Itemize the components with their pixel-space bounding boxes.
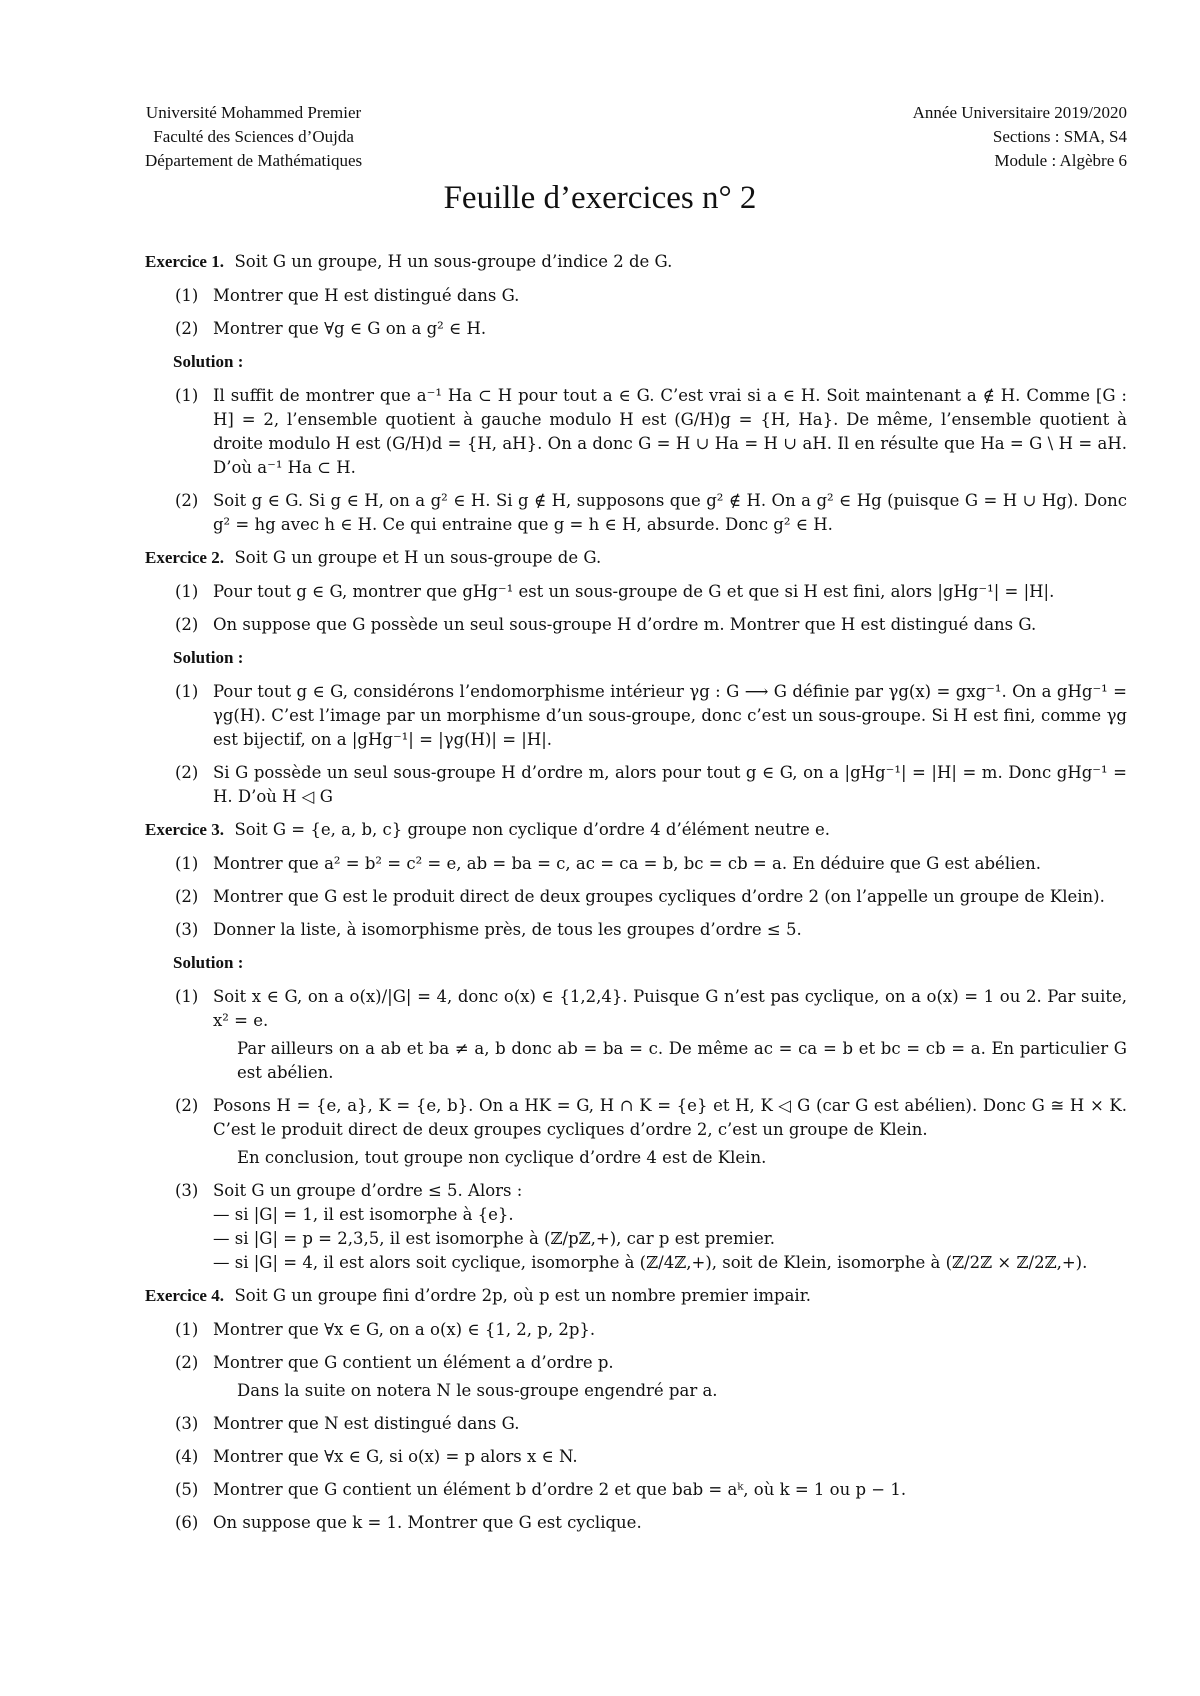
question: (1) Montrer que ∀x ∈ G, on a o(x) ∈ {1, 2, p, 2p}. [175, 1320, 596, 1339]
question: (1) Montrer que a² = b² = c² = e, ab = ba = c, ac = ca = b, bc = cb = a. En déduire que G est abélien. [175, 854, 1042, 873]
exercise-label: Exercice 1. [145, 252, 224, 271]
exercise-3-statement [145, 818, 1127, 842]
course-block [913, 101, 1127, 173]
solution-label: Solution : [173, 648, 244, 667]
question: (5) Montrer que G contient un élément b d’ordre 2 et que bab = aᵏ, où k = 1 ou p − 1. [175, 1480, 907, 1499]
academic-year: Année Universitaire 2019/2020 [912, 103, 1127, 122]
institution-block [145, 101, 362, 173]
exercise-text: Soit G un groupe et H un sous-groupe de G. [234, 548, 602, 567]
solution-item: (1) Il suffit de montrer que a⁻¹ Ha ⊂ H pour tout a ∈ G. C’est vrai si a ∈ H. Soit maintenant a ∉ H. Comme [G : H] = 2, l’ensemble quotient à gauche modulo H est (G/H)g = {H, Ha}. De même, l’ensemble quotient à droite modulo H est (G/H)d = {H, aH}. On a donc G = H ∪ Ha = H ∪ aH. Il en résulte que Ha = G \ H = aH. D’où a⁻¹ Ha ⊂ H. [175, 386, 1127, 477]
exercise-3-questions [145, 852, 1127, 942]
university-name: Université Mohammed Premier [145, 103, 362, 122]
solution-label: Solution : [173, 352, 244, 371]
solution-item: (2) Posons H = {e, a}, K = {e, b}. On a HK = G, H ∩ K = {e} et H, K ◁ G (car G est abélien). Donc G ≅ H × K. C’est le produit direct de deux groupes cycliques d’ordre 2, c’est un groupe de Klein. En conclusion, tout groupe non cyclique d’ordre 4 est de Klein. [175, 1096, 1127, 1167]
exercises [145, 250, 1127, 1544]
question: (2) Montrer que G est le produit direct de deux groupes cycliques d’ordre 2 (on l’appelle un groupe de Klein). [175, 887, 1105, 906]
exercise-text: Soit G un groupe fini d’ordre 2p, où p est un nombre premier impair. [234, 1286, 812, 1305]
module-name: Module : Algèbre 6 [994, 151, 1127, 170]
question: (2) Montrer que ∀g ∈ G on a g² ∈ H. [175, 319, 487, 338]
question: (4) Montrer que ∀x ∈ G, si o(x) = p alors x ∈ N. [175, 1447, 578, 1466]
question: (2) On suppose que G possède un seul sous-groupe H d’ordre m. Montrer que H est distingué dans G. [175, 615, 1037, 634]
page-title: Feuille d’exercices n° 2 [443, 180, 757, 216]
exercise-4-statement [145, 1284, 1127, 1308]
sections: Sections : SMA, S4 [992, 127, 1127, 146]
question: (3) Donner la liste, à isomorphisme près, de tous les groupes d’ordre ≤ 5. [175, 920, 802, 939]
question: (1) Montrer que H est distingué dans G. [175, 286, 520, 305]
exercise-label: Exercice 3. [145, 820, 224, 839]
exercise-1-statement [145, 250, 1127, 274]
solution-item: (1) Soit x ∈ G, on a o(x)/|G| = 4, donc o(x) ∈ {1,2,4}. Puisque G n’est pas cyclique, on a o(x) = 1 ou 2. Par suite, x² = e. Par ailleurs on a ab et ba ≠ a, b donc ab = ba = c. De même ac = ca = b et bc = cb = a. En particulier G est abélien. [175, 987, 1127, 1082]
solution-item: (3) Soit G un groupe d’ordre ≤ 5. Alors : — si |G| = 1, il est isomorphe à {e}. — si |G| = p = 2,3,5, il est isomorphe à (ℤ/pℤ,+), car p est premier. — si |G| = 4, il est alors soit cyclique, isomorphe à (ℤ/4ℤ,+), soit de Klein, isomorphe à (ℤ/2ℤ × ℤ/2ℤ,+). [175, 1181, 1088, 1272]
question: (6) On suppose que k = 1. Montrer que G est cyclique. [175, 1513, 642, 1532]
exercise-2-solutions [145, 680, 1127, 809]
solution-item: (2) Soit g ∈ G. Si g ∈ H, on a g² ∈ H. Si g ∉ H, supposons que g² ∉ H. On a g² ∈ Hg (puisque G = H ∪ Hg). Donc g² = hg avec h ∈ H. Ce qui entraine que g = h ∈ H, absurde. Donc g² ∈ H. [175, 491, 1127, 534]
exercise-label: Exercice 2. [145, 548, 224, 567]
exercise-text: Soit G un groupe, H un sous-groupe d’indice 2 de G. [234, 252, 673, 271]
faculty-name: Faculté des Sciences d’Oujda [153, 127, 354, 146]
solution-item: (2) Si G possède un seul sous-groupe H d’ordre m, alors pour tout g ∈ G, on a |gHg⁻¹| = |H| = m. Donc gHg⁻¹ = H. D’où H ◁ G [175, 763, 1127, 806]
question: (1) Pour tout g ∈ G, montrer que gHg⁻¹ est un sous-groupe de G et que si H est fini, alors |gHg⁻¹| = |H|. [175, 582, 1055, 601]
exercise-text: Soit G = {e, a, b, c} groupe non cyclique d’ordre 4 d’élément neutre e. [234, 820, 830, 839]
question: (3) Montrer que N est distingué dans G. [175, 1414, 520, 1433]
question: (2) Montrer que G contient un élément a d’ordre p. Dans la suite on notera N le sous-groupe engendré par a. [175, 1353, 718, 1400]
exercise-1-solutions [145, 384, 1127, 537]
exercise-4-questions [145, 1318, 1127, 1535]
exercise-3-solutions [145, 985, 1127, 1275]
solution-label: Solution : [173, 953, 244, 972]
department-name: Département de Mathématiques [145, 151, 363, 170]
exercise-label: Exercice 4. [145, 1286, 224, 1305]
solution-item: (1) Pour tout g ∈ G, considérons l’endomorphisme intérieur γg : G ⟶ G définie par γg(x) = gxg⁻¹. On a gHg⁻¹ = γg(H). C’est l’image par un morphisme d’un sous-groupe, donc c’est un sous-groupe. Si H est fini, comme γg est bijectif, on a |gHg⁻¹| = |γg(H)| = |H|. [175, 682, 1127, 749]
exercise-1-questions [145, 284, 1127, 341]
exercise-2-statement [145, 546, 1127, 570]
exercise-2-questions [145, 580, 1127, 637]
